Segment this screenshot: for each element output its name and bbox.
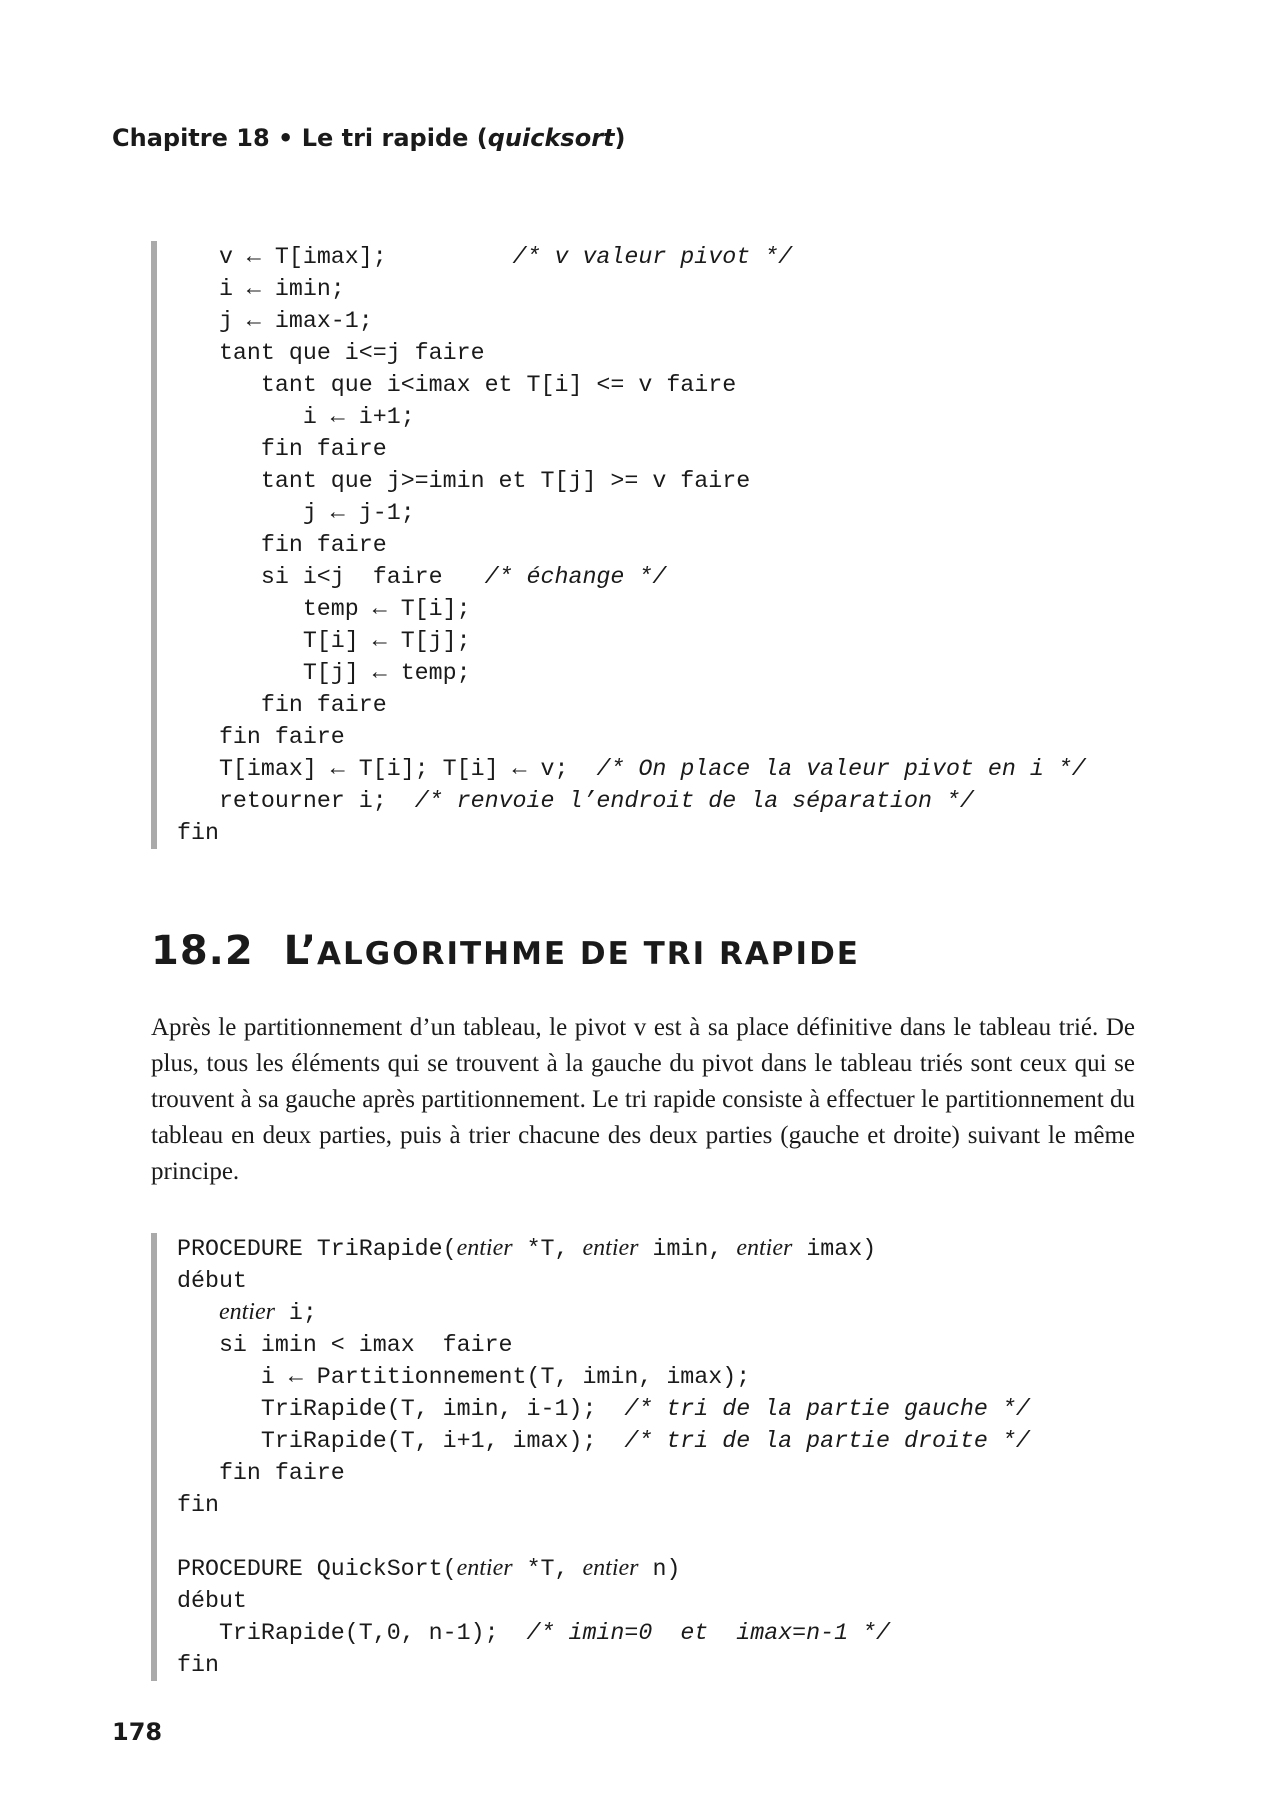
code-line xyxy=(177,721,1086,753)
code-text: j ← imax-1; xyxy=(218,308,373,334)
code-comment: /* imin=0 et imax=n-1 */ xyxy=(526,1620,891,1646)
code-text: *T, xyxy=(512,1236,583,1262)
code-block-partition xyxy=(151,241,1086,849)
code-text: début xyxy=(177,1268,247,1294)
code-line xyxy=(177,689,1086,721)
code-line xyxy=(177,433,1086,465)
code-line xyxy=(177,1393,1030,1425)
code-line xyxy=(177,497,1086,529)
code-line xyxy=(177,593,1086,625)
code-line xyxy=(177,1617,1030,1649)
code-line xyxy=(177,1521,1030,1553)
code-comment: /* renvoie l’endroit de la séparation */ xyxy=(414,788,974,814)
code-line xyxy=(177,465,1086,497)
code-line xyxy=(177,273,1086,305)
code-listing xyxy=(177,241,1086,849)
code-listing xyxy=(177,1233,1030,1681)
code-text: T[j] ← temp; xyxy=(302,660,471,686)
code-line xyxy=(177,1233,1030,1265)
body-paragraph: Après le partitionnement d’un tableau, le pivot v est à sa place définitive dans le tableau trié. De plus, tous les éléments qui se trouvent à la gauche du pivot dans le tableau triés sont ceux qui se trouvent à sa gauche après partitionnement. Le tri rapide consiste à effectuer le partitionnement du tableau en deux parties, puis à trier chacune des deux parties (gauche et droite) suivant le même principe. xyxy=(151,1014,1135,1185)
code-text: i ← imin; xyxy=(218,276,345,302)
code-line xyxy=(177,1457,1030,1489)
code-line xyxy=(177,337,1086,369)
code-text: imax) xyxy=(792,1236,877,1262)
code-text: temp ← T[i]; xyxy=(302,596,471,622)
code-text: tant que i<imax et T[i] <= v faire xyxy=(260,372,737,398)
code-text: fin xyxy=(177,1492,219,1518)
code-line xyxy=(177,1265,1030,1297)
code-type: entier xyxy=(456,1235,513,1261)
code-line xyxy=(177,1297,1030,1329)
code-comment: /* v valeur pivot */ xyxy=(512,244,793,270)
running-header: Chapitre 18 • Le tri rapide (quicksort) xyxy=(112,124,626,152)
code-text: n) xyxy=(638,1556,681,1582)
code-text: TriRapide(T, imin, i-1); xyxy=(260,1396,625,1422)
code-text: j ← j-1; xyxy=(302,500,415,526)
code-line xyxy=(177,1489,1030,1521)
code-text: fin faire xyxy=(218,724,345,750)
code-line xyxy=(177,1553,1030,1585)
code-line xyxy=(177,401,1086,433)
code-text: TriRapide(T, i+1, imax); xyxy=(260,1428,625,1454)
code-line xyxy=(177,657,1086,689)
code-comment: /* tri de la partie gauche */ xyxy=(624,1396,1030,1422)
page-number: 178 xyxy=(112,1718,163,1746)
code-line xyxy=(177,369,1086,401)
code-text: tant que j>=imin et T[j] >= v faire xyxy=(260,468,751,494)
code-text: *T, xyxy=(512,1556,583,1582)
code-line xyxy=(177,305,1086,337)
code-line xyxy=(177,561,1086,593)
code-text: TriRapide(T,0, n-1); xyxy=(218,1620,527,1646)
code-comment: /* tri de la partie droite */ xyxy=(624,1428,1030,1454)
code-text: si imin < imax faire xyxy=(218,1332,513,1358)
code-type: entier xyxy=(582,1235,639,1261)
code-type: entier xyxy=(456,1555,513,1581)
code-text: si i<j faire xyxy=(260,564,485,590)
code-text: PROCEDURE QuickSort( xyxy=(177,1556,457,1582)
code-type: entier xyxy=(736,1235,793,1261)
code-text: fin faire xyxy=(260,532,387,558)
section-heading: 18.2 L’ALGORITHME DE TRI RAPIDE xyxy=(151,928,860,974)
code-text: v ← T[imax]; xyxy=(218,244,513,270)
code-block-trirapide xyxy=(151,1233,1030,1681)
code-line xyxy=(177,241,1086,273)
code-line xyxy=(177,817,1086,849)
code-line xyxy=(177,1585,1030,1617)
code-text: tant que i<=j faire xyxy=(218,340,485,366)
code-text: retourner i; xyxy=(218,788,415,814)
code-text: fin xyxy=(177,820,219,846)
code-text: fin faire xyxy=(218,1460,345,1486)
code-text: fin faire xyxy=(260,436,387,462)
code-text: T[i] ← T[j]; xyxy=(302,628,471,654)
code-line xyxy=(177,1425,1030,1457)
code-text: PROCEDURE TriRapide( xyxy=(177,1236,457,1262)
code-text: i ← i+1; xyxy=(302,404,415,430)
code-text: i; xyxy=(274,1300,317,1326)
code-text: fin faire xyxy=(260,692,387,718)
code-text: T[imax] ← T[i]; T[i] ← v; xyxy=(218,756,597,782)
code-type: entier xyxy=(218,1299,275,1325)
code-text: fin xyxy=(177,1652,219,1678)
code-text: imin, xyxy=(638,1236,737,1262)
code-line xyxy=(177,1361,1030,1393)
code-comment: /* On place la valeur pivot en i */ xyxy=(596,756,1086,782)
code-text: début xyxy=(177,1588,247,1614)
code-text: i ← Partitionnement(T, imin, imax); xyxy=(260,1364,751,1390)
code-type: entier xyxy=(582,1555,639,1581)
code-line xyxy=(177,753,1086,785)
code-comment: /* échange */ xyxy=(484,564,667,590)
code-line xyxy=(177,529,1086,561)
code-line xyxy=(177,1329,1030,1361)
code-line xyxy=(177,1649,1030,1681)
code-line xyxy=(177,785,1086,817)
code-line xyxy=(177,625,1086,657)
